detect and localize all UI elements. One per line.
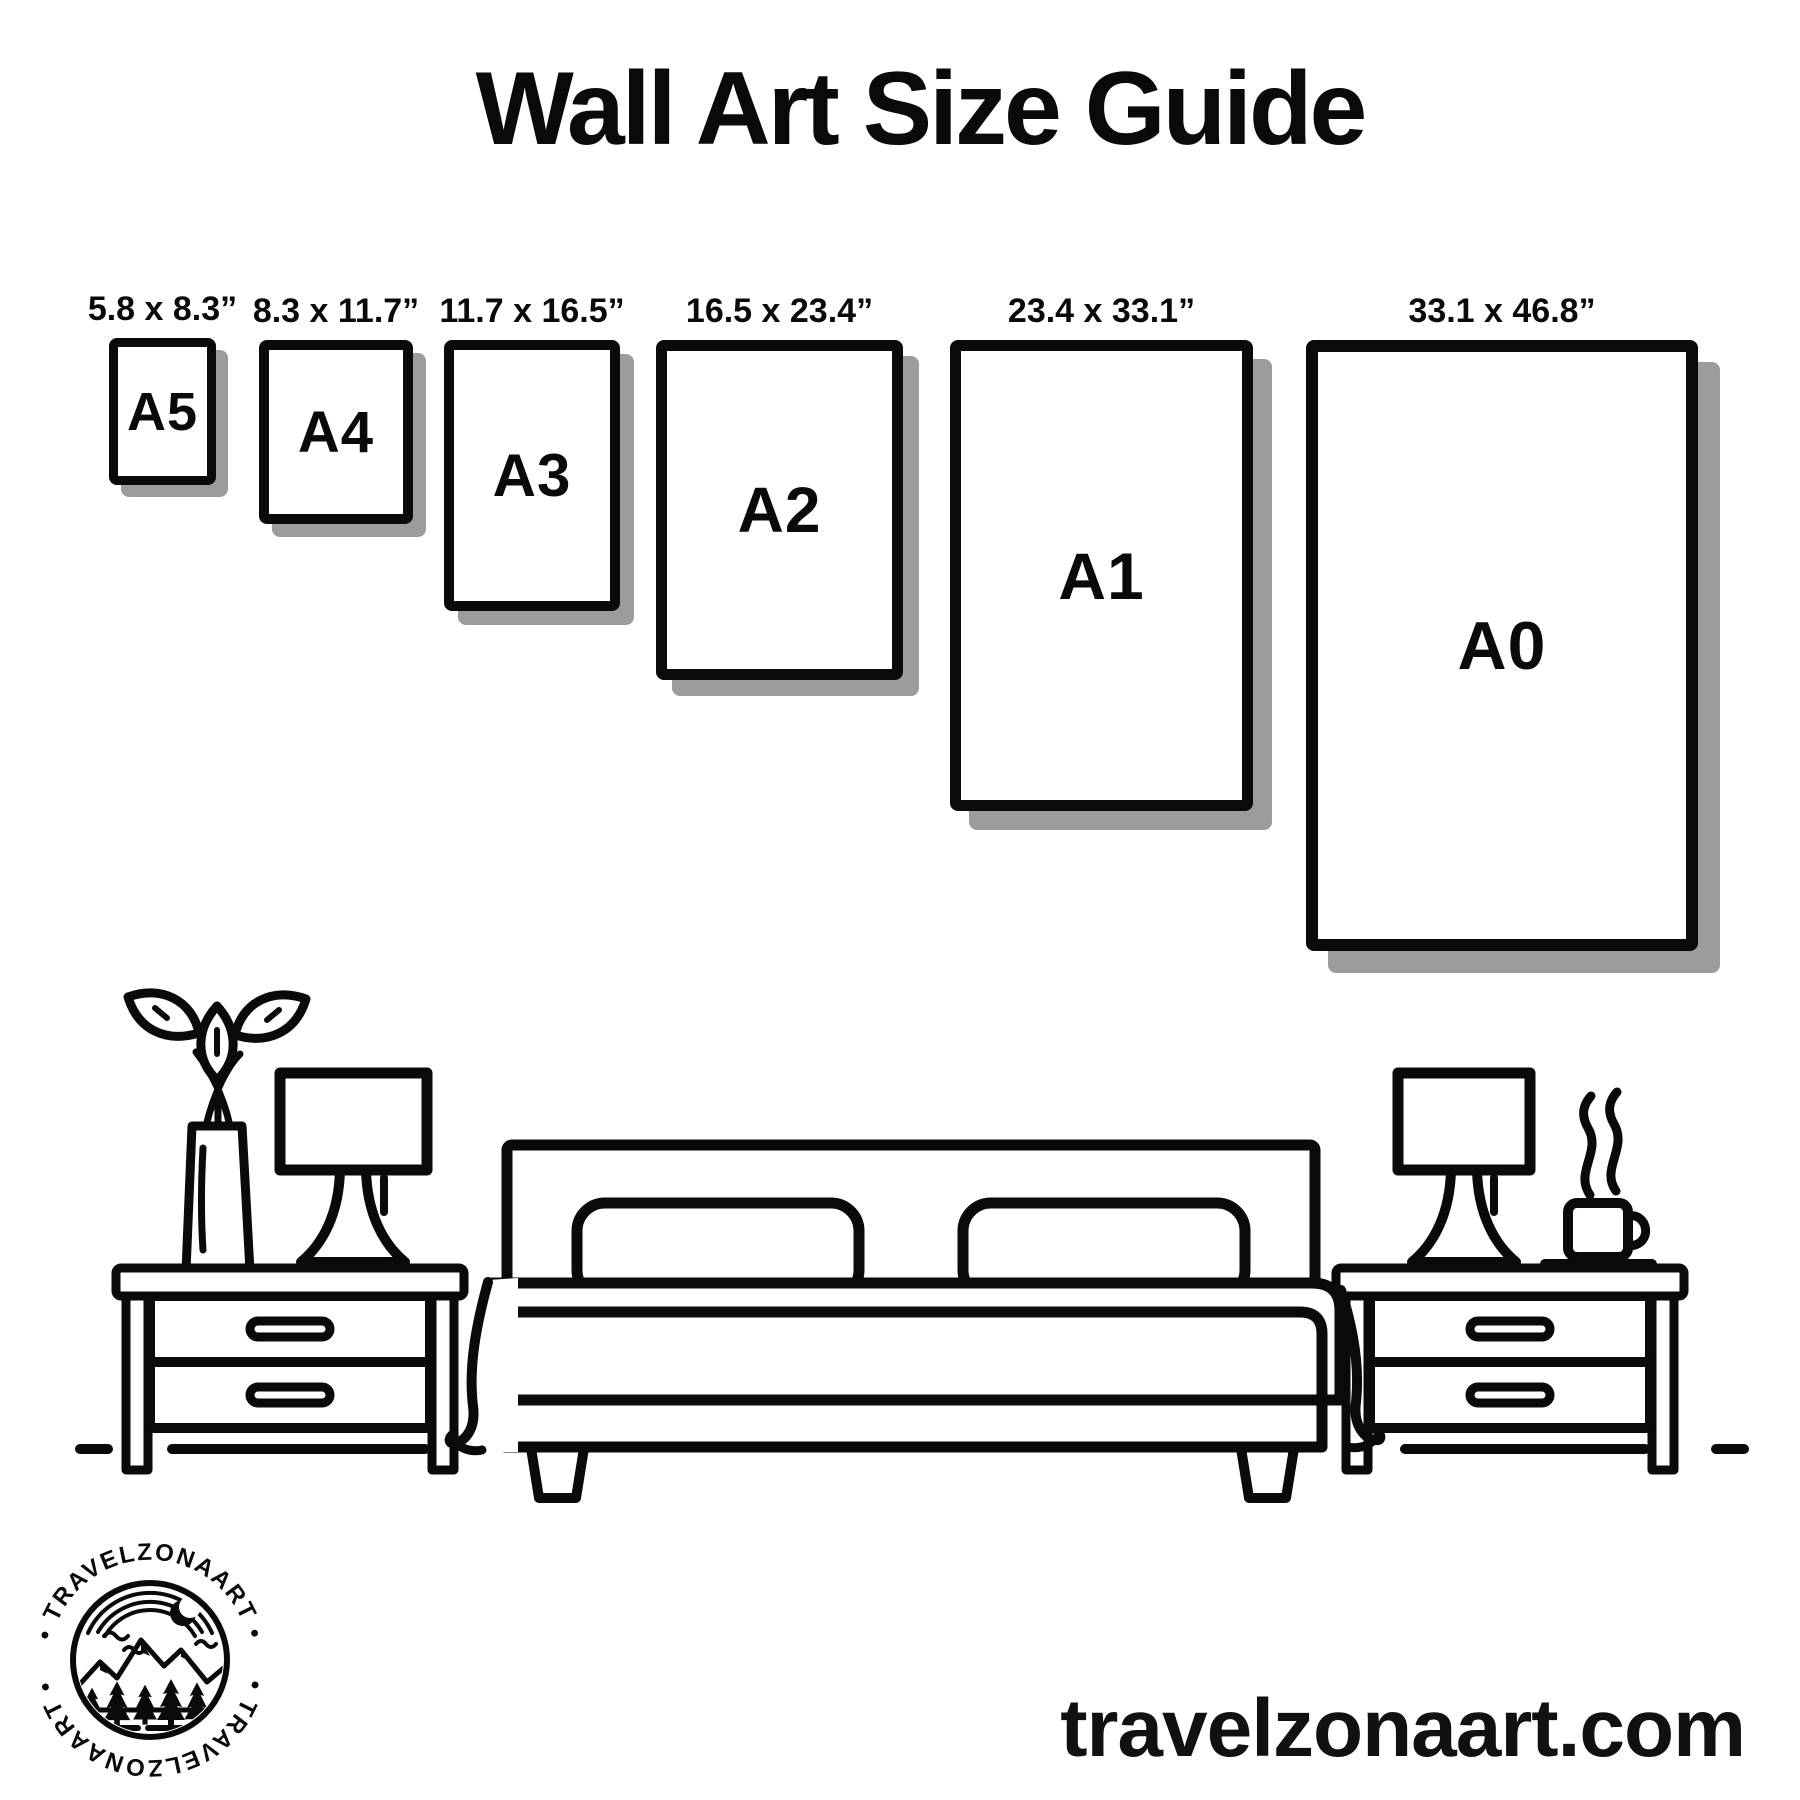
size-label: 23.4 x 33.1”: [1007, 292, 1196, 330]
size-label: 11.7 x 16.5”: [439, 292, 625, 330]
mattress: [492, 1283, 1340, 1400]
drawer-handle: [1470, 1387, 1550, 1403]
drawer-handle: [250, 1321, 330, 1337]
nightstand-left: [116, 993, 464, 1470]
bed-base: [505, 1400, 1322, 1447]
size-label: 33.1 x 46.8”: [1408, 292, 1596, 330]
size-name: A2: [737, 474, 822, 546]
page-title: Wall Art Size Guide: [475, 51, 1365, 167]
frame-a5: [87, 290, 238, 485]
frame-a0: [1306, 292, 1698, 951]
size-label: 5.8 x 8.3”: [87, 290, 238, 328]
logo-arc-text-bottom: • TRAVELZONAART •: [31, 1677, 269, 1782]
frame-a3: [439, 292, 625, 611]
paper-a2: [656, 340, 903, 680]
size-name: A4: [297, 399, 375, 465]
size-name: A5: [126, 381, 199, 442]
size-label: 16.5 x 23.4”: [685, 292, 874, 330]
size-label: 8.3 x 11.7”: [252, 292, 420, 330]
paper-a3: [444, 340, 620, 611]
blanket-drape-left: [449, 1278, 518, 1452]
size-name: A0: [1457, 607, 1547, 684]
coffee-cup-icon: [1545, 1203, 1652, 1264]
paper-a1: [950, 340, 1253, 811]
table-lamp-icon: [280, 1073, 427, 1262]
frame-a1: [950, 292, 1253, 811]
bedroom-scene-illustration: [0, 960, 1800, 1520]
drawer-handle: [250, 1387, 330, 1403]
drawer-handle: [1470, 1321, 1550, 1337]
frame-a2: [656, 292, 903, 680]
website-url: travelzonaart.com: [1060, 1683, 1745, 1774]
logo-arc-text-top: • TRAVELZONAART •: [31, 1538, 269, 1643]
paper-a4: [259, 340, 413, 524]
size-name: A1: [1058, 538, 1145, 613]
steam-icon: [1584, 1092, 1618, 1195]
travelzonaart-logo-badge: [20, 1528, 290, 1798]
size-name: A3: [492, 442, 572, 509]
table-lamp-icon: [1398, 1073, 1530, 1262]
frame-a4: [252, 292, 420, 524]
nightstand-right: [1336, 1073, 1684, 1470]
paper-a5: [109, 338, 216, 485]
bed-icon: [449, 1145, 1381, 1498]
paper-a0: [1306, 340, 1698, 951]
